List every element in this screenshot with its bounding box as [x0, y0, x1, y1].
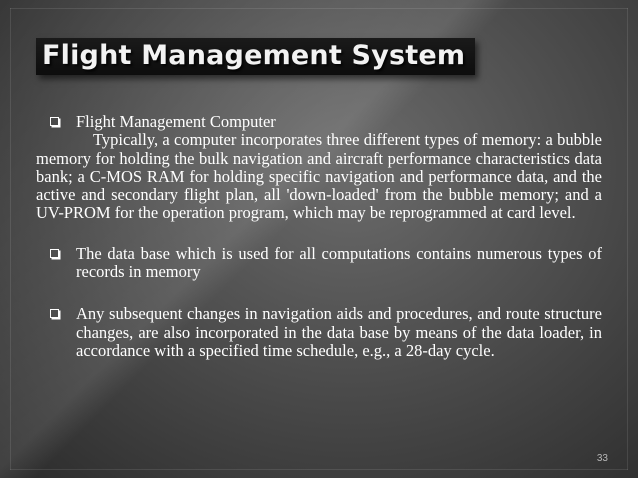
bullet-text: Any subsequent changes in navigation aids and procedures, and route structure changes, are also incorporated in the data base by means of the data loader, in accordance with a specified time schedule, e.g., a 28-day cycle. — [76, 304, 602, 360]
body-paragraph: Typically, a computer incorporates three different types of memory: a bubble memory for holding the bulk navigation and aircraft performance characteristics data bank; a C-MOS RAM for holding specific navigation and performance data, and the active and secondary flight plan, all 'down-loaded' from the bubble memory; and a UV-PROM for the operation program, which may be reprogrammed at card level. — [36, 130, 602, 223]
slide-title: Flight Management System — [42, 40, 466, 71]
square-bullet-icon — [50, 309, 59, 318]
bullet-item — [36, 245, 602, 282]
bullet-item — [36, 305, 602, 360]
square-bullet-icon — [50, 117, 59, 126]
frame-border — [10, 8, 11, 470]
bullet-item — [36, 113, 602, 131]
frame-border — [10, 8, 628, 9]
page-number: 33 — [596, 453, 608, 464]
frame-border — [10, 469, 628, 470]
bullet-text: The data base which is used for all computations contains numerous types of records in memory — [76, 243, 602, 282]
bullet-heading: Flight Management Computer — [76, 112, 276, 131]
slide-content — [36, 113, 602, 360]
title-bar — [36, 38, 475, 75]
square-bullet-icon — [50, 249, 59, 258]
frame-border — [627, 8, 628, 470]
